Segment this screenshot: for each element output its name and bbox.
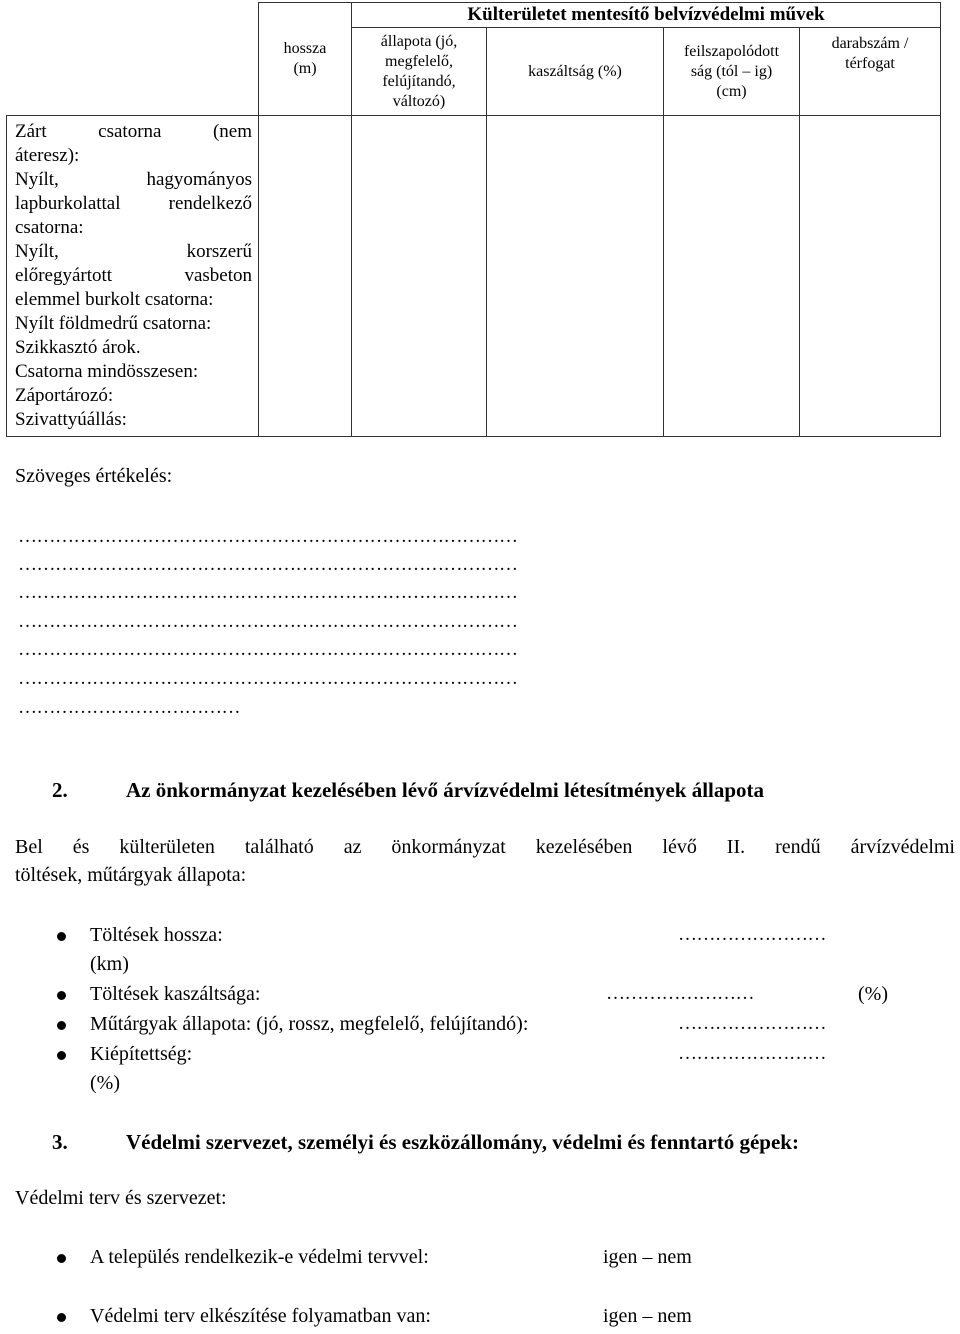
row-label: lapburkolattal rendelkező: [15, 193, 252, 214]
table-title: Külterületet mentesítő belvízvédelmi művek: [352, 3, 941, 28]
row-label: előregyártott vasbeton: [15, 265, 252, 286]
bullet-icon: [57, 932, 66, 941]
structures-condition-label: Műtárgyak állapota: (jó, rossz, megfelelő, felújítandó):: [90, 1013, 529, 1035]
dyke-mowing-field[interactable]: ……………………: [606, 983, 754, 1004]
dyke-length-unit: (km): [90, 953, 129, 975]
row-label: Csatorna mindösszesen:: [15, 361, 199, 382]
development-field[interactable]: ……………………: [678, 1043, 826, 1064]
evaluation-line[interactable]: ………………………………………………………………………: [18, 554, 518, 575]
evaluation-line[interactable]: ………………………………………………………………………: [18, 639, 518, 660]
row-label: Zárt csatorna (nem: [15, 121, 252, 142]
dyke-length-field[interactable]: ……………………: [678, 924, 826, 945]
row-label: Záportározó:: [15, 385, 114, 406]
row-label: áteresz):: [15, 145, 80, 166]
dyke-length-label: Töltések hossza:: [90, 924, 223, 946]
col-header-silting: feilszapolódott ság (tól – ig) (cm): [664, 28, 800, 116]
section2-number: 2.: [52, 778, 68, 802]
evaluation-line[interactable]: ………………………………………………………………………: [18, 582, 518, 603]
structures-condition-field[interactable]: ……………………: [678, 1013, 826, 1034]
evaluation-label: Szöveges értékelés:: [15, 465, 173, 487]
evaluation-line-last[interactable]: ………………………………: [18, 697, 240, 718]
bullet-icon: [57, 1313, 66, 1322]
drainage-works-table: [6, 2, 941, 437]
development-label: Kiépítettség:: [90, 1043, 193, 1065]
dyke-mowing-label: Töltések kaszáltsága:: [90, 983, 261, 1005]
col-header-mowing: kaszáltság (%): [487, 28, 664, 116]
mowing-value-cell[interactable]: [487, 116, 664, 437]
evaluation-line[interactable]: ………………………………………………………………………: [18, 611, 518, 632]
plan-in-progress-question: Védelmi terv elkészítése folyamatban van:: [90, 1305, 431, 1327]
section3-subheading: Védelmi terv és szervezet:: [15, 1187, 227, 1209]
row-label: Nyílt, korszerű: [15, 241, 252, 262]
section3-title: Védelmi szervezet, személyi és eszközállomány, védelmi és fenntartó gépek:: [126, 1130, 799, 1154]
evaluation-line[interactable]: ………………………………………………………………………: [18, 526, 518, 547]
dyke-mowing-unit: (%): [858, 983, 888, 1005]
col-header-length: hossza (m): [259, 3, 352, 116]
row-label: Nyílt, hagyományos: [15, 169, 252, 190]
silting-value-cell[interactable]: [664, 116, 800, 437]
row-label: Szikkasztó árok.: [15, 337, 141, 358]
evaluation-line[interactable]: ………………………………………………………………………: [18, 668, 518, 689]
section2-title: Az önkormányzat kezelésében lévő árvízvédelmi létesítmények állapota: [126, 778, 765, 802]
defense-plan-answer[interactable]: igen – nem: [603, 1246, 692, 1268]
bullet-icon: [57, 991, 66, 1000]
row-label: elemmel burkolt csatorna:: [15, 289, 214, 310]
col-header-count: darabszám / térfogat: [800, 28, 941, 116]
row-label: csatorna:: [15, 217, 84, 238]
row-labels-cell: [7, 116, 259, 437]
table-corner: [7, 3, 259, 116]
row-label: Szivattyúállás:: [15, 409, 127, 430]
plan-in-progress-answer[interactable]: igen – nem: [603, 1305, 692, 1327]
section3-number: 3.: [52, 1130, 68, 1154]
length-value-cell[interactable]: [259, 116, 352, 437]
defense-plan-question: A település rendelkezik-e védelmi tervvel:: [90, 1246, 429, 1268]
condition-value-cell[interactable]: [352, 116, 487, 437]
count-value-cell[interactable]: [800, 116, 941, 437]
section2-intro-line2: töltések, műtárgyak állapota:: [15, 864, 247, 886]
development-unit: (%): [90, 1072, 120, 1094]
bullet-icon: [57, 1051, 66, 1060]
bullet-icon: [57, 1021, 66, 1030]
section2-intro-line1: Bel és külterületen található az önkormányzat kezelésében lévő II. rendű árvízvédelmi: [15, 836, 955, 858]
col-header-condition: állapota (jó, megfelelő, felújítandó, változó): [352, 28, 487, 116]
bullet-icon: [57, 1254, 66, 1263]
row-label: Nyílt földmedrű csatorna:: [15, 313, 212, 334]
